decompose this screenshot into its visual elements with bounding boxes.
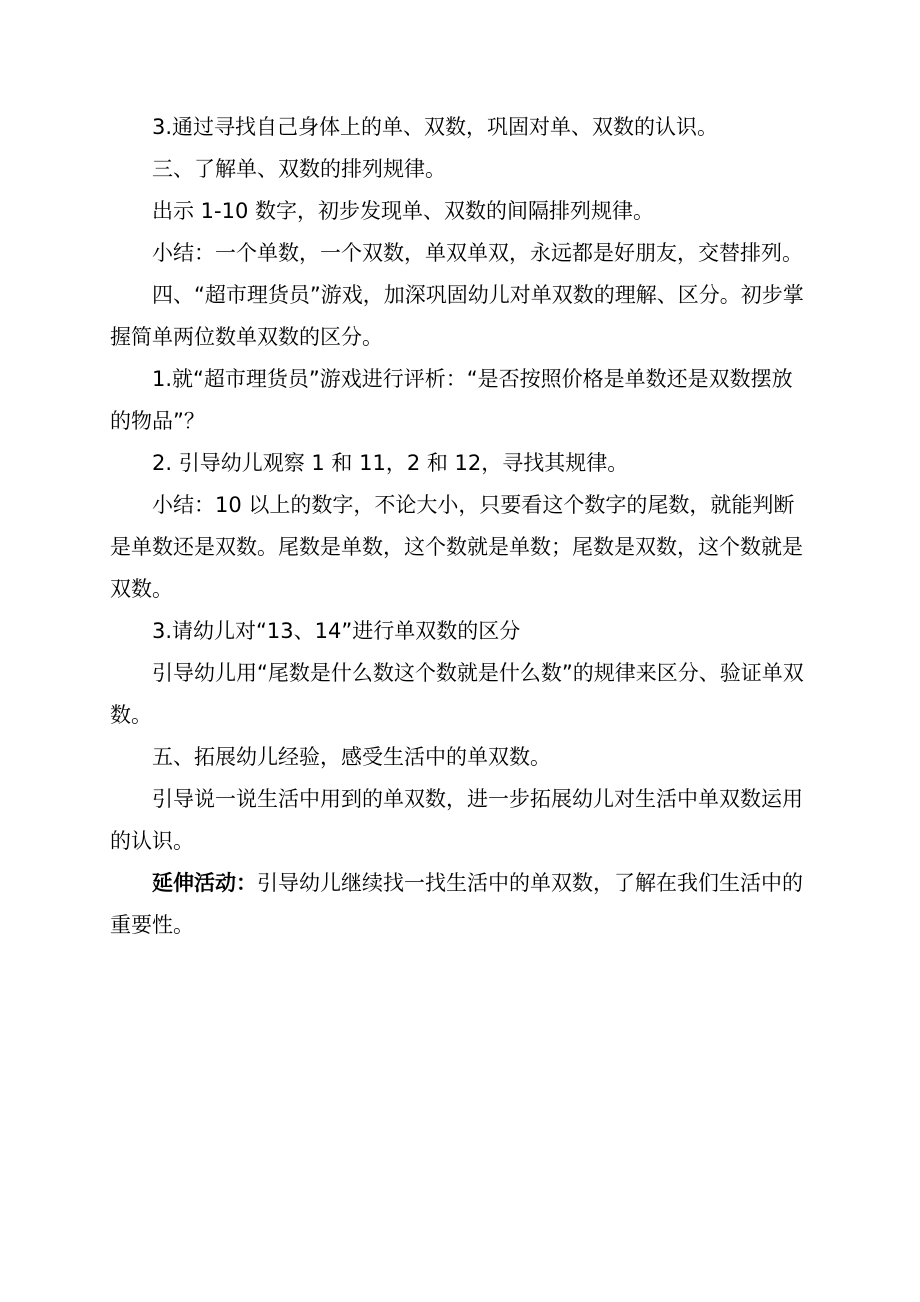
document-body (110, 106, 810, 946)
paragraph-7: 2. 引导幼儿观察 1 和 11，2 和 12，寻找其规律。 (152, 451, 629, 475)
paragraph-10: 引导幼儿用“尾数是什么数这个数就是什么数”的规律来区分、验证单双数。 (110, 661, 804, 727)
paragraph-5: 四、“超市理货员”游戏，加深巩固幼儿对单双数的理解、区分。初步掌握简单两位数单双数的区分。 (110, 283, 804, 349)
paragraph-3: 出示 1-10 数字，初步发现单、双数的间隔排列规律。 (152, 199, 655, 223)
extension-label: 延伸活动： (152, 871, 257, 895)
paragraph-9: 3.请幼儿对“13、14”进行单双数的区分 (152, 619, 521, 643)
paragraph-12: 引导说一说生活中用到的单双数，进一步拓展幼儿对生活中单双数运用的认识。 (110, 787, 803, 853)
paragraph-1: 3.通过寻找自己身体上的单、双数，巩固对单、双数的认识。 (152, 115, 719, 139)
paragraph-11: 五、拓展幼儿经验，感受生活中的单双数。 (152, 745, 551, 769)
paragraph-4: 小结：一个单数，一个双数，单双单双，永远都是好朋友，交替排列。 (152, 241, 803, 265)
extension-paragraph (110, 862, 810, 946)
paragraph-6: 1.就“超市理货员”游戏进行评析：“是否按照价格是单数还是双数摆放的物品”？ (110, 367, 793, 433)
paragraph-2: 三、了解单、双数的排列规律。 (152, 157, 446, 181)
extension-text: 引导幼儿继续找一找生活中的单双数，了解在我们生活中的重要性。 (110, 871, 803, 937)
paragraph-8: 小结：10 以上的数字，不论大小，只要看这个数字的尾数，就能判断是单数还是双数。尾数是单数，这个数就是单数；尾数是双数，这个数就是双数。 (110, 493, 803, 601)
